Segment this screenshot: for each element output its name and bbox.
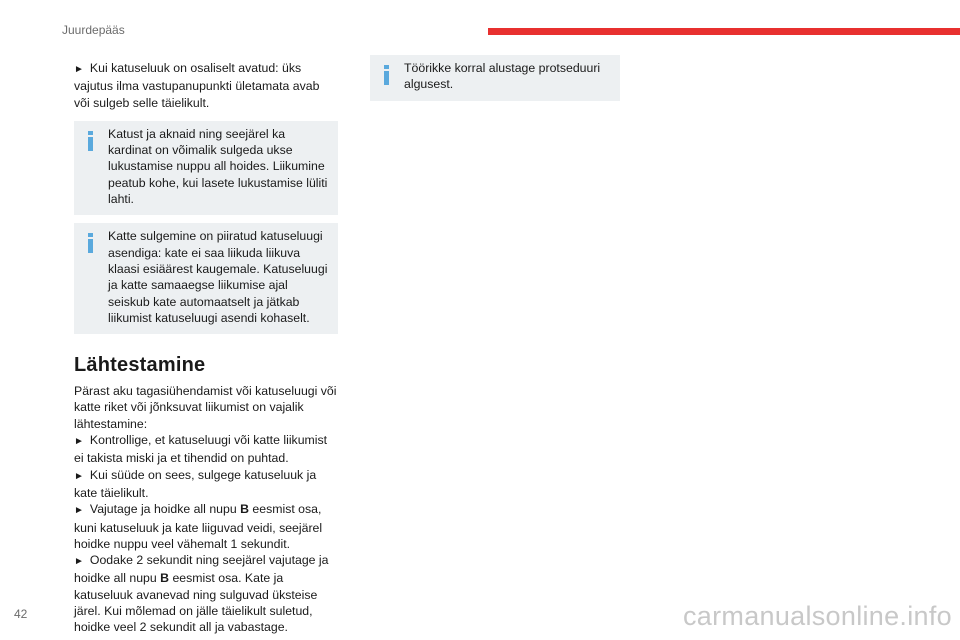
info-note-3-text: Töörikke korral alustage protseduuri algusest. xyxy=(404,61,601,92)
chapter-accent-bar xyxy=(488,28,960,35)
step-3-post: eesmist osa, kuni katuseluuk ja kate liiguvad veidi, seejärel hoidke nuppu veel vähemalt 1 sekundit. xyxy=(74,502,323,551)
step-1: ► Kontrollige, et katuseluugi või katte liikumist ei takista miski ja et tihendid on puhtad. xyxy=(74,432,338,467)
right-column xyxy=(370,55,620,101)
info-icon xyxy=(88,233,93,253)
intro-bullet: ► Kui katuseluuk on osaliselt avatud: üks vajutus ilma vastupanupunkti ületamata avab või sulgeb selle täielikult. xyxy=(74,60,338,111)
section-heading: Lähtestamine xyxy=(74,354,206,377)
info-note-1 xyxy=(74,121,338,215)
step-4 xyxy=(74,552,338,635)
section-intro: Pärast aku tagasiühendamist või katuseluugi või katte riket või jõnksuvat liikumist on vajalik lähtestamine: xyxy=(74,384,337,431)
step-3 xyxy=(74,501,338,552)
info-note-1-text: Katust ja aknaid ning seejärel ka kardinat on võimalik sulgeda ukse lukustamise nuppu all hoides. Liikumine peatub kohe, kui lasete lukustamise lüliti lahti. xyxy=(108,126,328,207)
info-icon xyxy=(88,131,93,151)
step-2: ► Kui süüde on sees, sulgege katuseluuk ja kate täielikult. xyxy=(74,467,338,502)
step-4-pre: Oodake 2 sekundit ning seejärel vajutage ja hoidke all nupu xyxy=(74,553,329,586)
info-icon xyxy=(384,65,389,85)
info-note-3 xyxy=(370,55,620,101)
info-note-2 xyxy=(74,223,338,334)
left-column xyxy=(74,60,338,636)
watermark: carmanualsonline.info xyxy=(683,601,952,631)
chapter-title: Juurdepääs xyxy=(62,23,125,37)
page-number: 42 xyxy=(14,607,28,621)
step-4-post: eesmist osa. Kate ja katuseluuk avanevad ning sulguvad üksteise järel. Kui mõlemad on jälle täielikult suletud, hoidke veel 2 sekundit all ja vabastage. xyxy=(74,571,318,635)
button-b-label: B xyxy=(160,571,170,586)
info-note-2-text: Katte sulgemine on piiratud katuseluugi asendiga: kate ei saa liikuda liikuva klaasi esiäärest kaugemale. Katuseluugi ja katte samaaegse liikumise ajal seiskub kate automaatselt ja jätkab liikumist katuseluugi asendi kohaselt. xyxy=(108,229,328,325)
step-3-pre: Vajutage ja hoidke all nupu xyxy=(89,502,241,517)
button-b-label: B xyxy=(240,502,249,517)
